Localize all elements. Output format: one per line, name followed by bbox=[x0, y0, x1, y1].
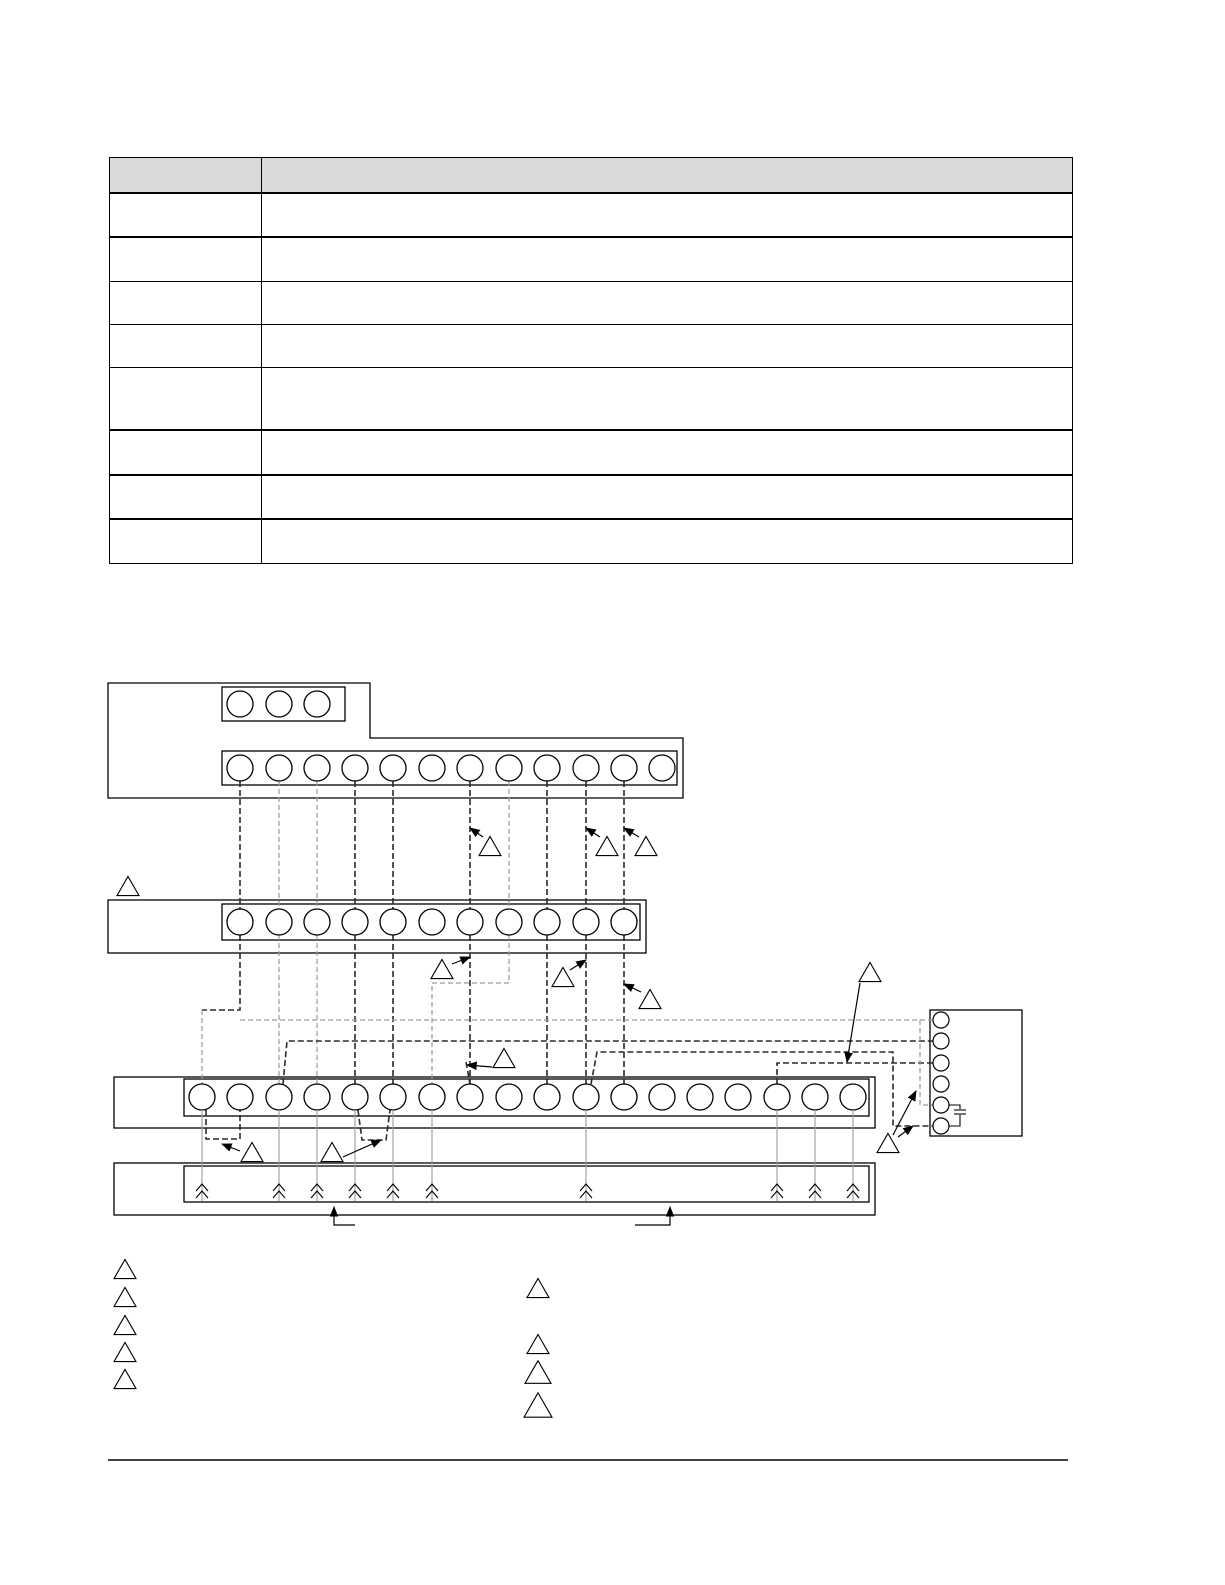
wire bbox=[591, 1052, 933, 1126]
terminal-circle bbox=[725, 1084, 751, 1110]
pointer-arrow bbox=[334, 1207, 355, 1225]
terminal-circle bbox=[419, 755, 445, 781]
terminal-circle bbox=[933, 1097, 949, 1113]
triangle-note-icon bbox=[635, 836, 657, 855]
legend-group bbox=[114, 1259, 552, 1417]
capacitor-icon bbox=[949, 1105, 966, 1126]
terminal-circle bbox=[534, 755, 560, 781]
terminal-circle bbox=[933, 1012, 949, 1028]
arrow-icon bbox=[898, 1126, 913, 1137]
triangle-note-icon bbox=[114, 1369, 136, 1388]
triangle-note-icon bbox=[525, 1361, 551, 1384]
terminal-circle bbox=[933, 1055, 949, 1071]
terminal-circle bbox=[227, 1084, 253, 1110]
arrow-icon bbox=[222, 1144, 240, 1151]
terminal-circle bbox=[304, 1084, 330, 1110]
triangle-note-icon bbox=[493, 1048, 515, 1067]
terminal-circle bbox=[419, 909, 445, 935]
triangle-note-icon bbox=[552, 967, 574, 986]
terminal-circle bbox=[304, 755, 330, 781]
connector-block-strip bbox=[184, 1166, 869, 1202]
wire bbox=[358, 1110, 390, 1140]
terminal-circle bbox=[496, 909, 522, 935]
terminal-circle bbox=[534, 909, 560, 935]
terminal-circle bbox=[304, 691, 330, 717]
terminal-circle bbox=[380, 1084, 406, 1110]
terminal-circle bbox=[227, 909, 253, 935]
terminal-circle bbox=[227, 755, 253, 781]
terminal-circle bbox=[457, 755, 483, 781]
terminal-circle bbox=[933, 1118, 949, 1134]
terminal-circle bbox=[496, 1084, 522, 1110]
triangle-note-icon bbox=[114, 1259, 136, 1278]
wire bbox=[202, 935, 240, 1010]
terminal-circle bbox=[342, 909, 368, 935]
triangle-note-icon bbox=[877, 1133, 899, 1152]
triangle-note-icon bbox=[117, 876, 139, 895]
triangle-note-icon bbox=[431, 959, 453, 978]
terminal-circle bbox=[649, 1084, 675, 1110]
terminal-circle bbox=[189, 1084, 215, 1110]
side-terminal-box bbox=[930, 1010, 1022, 1136]
terminal-circle bbox=[534, 1084, 560, 1110]
triangle-note-icon bbox=[241, 1142, 263, 1161]
terminal-circle bbox=[573, 755, 599, 781]
arrow-icon bbox=[586, 828, 600, 837]
terminal-circle bbox=[457, 1084, 483, 1110]
terminal-circle bbox=[419, 1084, 445, 1110]
terminal-circle bbox=[266, 691, 292, 717]
connector-block-housing bbox=[114, 1163, 875, 1215]
terminal-circle bbox=[611, 1084, 637, 1110]
arrow-icon bbox=[624, 984, 641, 992]
wire bbox=[206, 1110, 240, 1139]
terminal-circle bbox=[380, 755, 406, 781]
arrow-icon bbox=[893, 1091, 916, 1135]
pointer-arrow bbox=[635, 1207, 670, 1225]
terminal-circle bbox=[802, 1084, 828, 1110]
triangle-note-icon bbox=[596, 836, 618, 855]
triangle-note-icon bbox=[527, 1278, 549, 1297]
callout-group bbox=[117, 828, 916, 1162]
arrow-icon bbox=[624, 828, 639, 837]
terminal-circle bbox=[227, 691, 253, 717]
terminal-circle bbox=[266, 909, 292, 935]
arrow-icon bbox=[570, 960, 586, 970]
terminal-circle bbox=[380, 909, 406, 935]
terminal-group bbox=[189, 691, 949, 1134]
terminal-circle bbox=[573, 909, 599, 935]
terminal-circle bbox=[457, 909, 483, 935]
triangle-note-icon bbox=[527, 1334, 549, 1353]
arrow-icon bbox=[470, 828, 483, 837]
terminal-circle bbox=[933, 1033, 949, 1049]
terminal-circle bbox=[342, 755, 368, 781]
terminal-circle bbox=[764, 1084, 790, 1110]
terminal-circle bbox=[933, 1076, 949, 1092]
wire bbox=[777, 1063, 933, 1084]
triangle-note-icon bbox=[479, 836, 501, 855]
terminal-circle bbox=[342, 1084, 368, 1110]
arrow-icon bbox=[343, 1140, 381, 1157]
triangle-note-icon bbox=[114, 1287, 136, 1306]
triangle-note-icon bbox=[114, 1342, 136, 1361]
arrow-icon bbox=[452, 957, 470, 964]
triangle-note-icon bbox=[859, 962, 881, 981]
terminal-circle bbox=[573, 1084, 599, 1110]
triangle-note-icon bbox=[321, 1142, 343, 1161]
terminal-circle bbox=[840, 1084, 866, 1110]
triangle-note-icon bbox=[639, 989, 661, 1008]
middle-unit-housing bbox=[108, 900, 646, 953]
terminal-circle bbox=[266, 755, 292, 781]
terminal-circle bbox=[266, 1084, 292, 1110]
terminal-circle bbox=[304, 909, 330, 935]
terminal-circle bbox=[649, 755, 675, 781]
terminal-circle bbox=[611, 755, 637, 781]
terminal-circle bbox=[611, 909, 637, 935]
triangle-note-icon bbox=[524, 1393, 552, 1417]
terminal-circle bbox=[496, 755, 522, 781]
arrow-icon bbox=[847, 983, 860, 1062]
terminal-circle bbox=[687, 1084, 713, 1110]
triangle-note-icon bbox=[114, 1315, 136, 1334]
connector-group bbox=[196, 1110, 859, 1201]
